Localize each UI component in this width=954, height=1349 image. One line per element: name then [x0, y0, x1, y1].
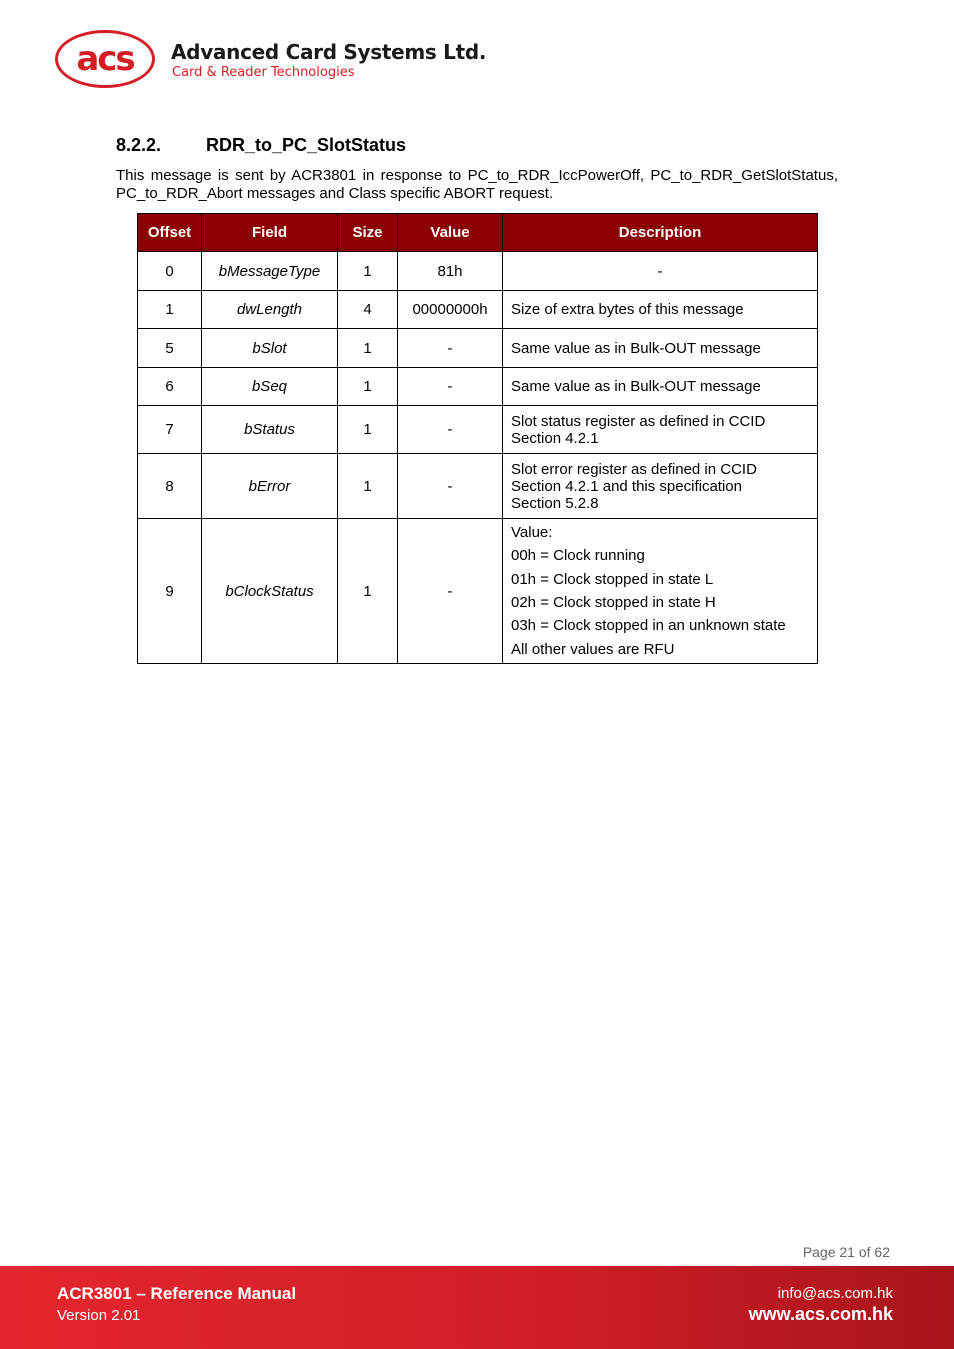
description-cell: [503, 454, 818, 519]
offset-cell: 0: [138, 252, 202, 291]
field-cell: dwLength: [202, 291, 338, 329]
field-cell: bClockStatus: [202, 519, 338, 664]
description-line: 01h = Clock stopped in state L: [511, 570, 714, 588]
table-row: [138, 291, 818, 329]
offset-cell: 1: [138, 291, 202, 329]
description-cell: Same value as in Bulk-OUT message: [503, 368, 818, 406]
footer-email-link[interactable]: info@acs.com.hk: [777, 1285, 893, 1302]
offset-cell: 6: [138, 368, 202, 406]
offset-cell: 7: [138, 406, 202, 454]
value-cell: 81h: [398, 252, 503, 291]
description-line: Slot status register as defined in CCID: [511, 412, 766, 430]
company-tagline: Card & Reader Technologies: [172, 65, 355, 80]
offset-cell: 8: [138, 454, 202, 519]
footer-website-link[interactable]: www.acs.com.hk: [748, 1304, 893, 1324]
description-cell: Size of extra bytes of this message: [503, 291, 818, 329]
page-number: Page 21 of 62: [802, 1244, 890, 1260]
offset-cell: 9: [138, 519, 202, 664]
offset-cell: 5: [138, 329, 202, 368]
value-cell: -: [398, 454, 503, 519]
field-cell: bStatus: [202, 406, 338, 454]
company-name: Advanced Card Systems Ltd.: [171, 40, 487, 64]
field-cell: bSeq: [202, 368, 338, 406]
size-cell: 1: [338, 454, 398, 519]
description-cell: [503, 519, 818, 664]
message-format-table: [137, 213, 818, 664]
company-logo: [55, 30, 487, 94]
column-header-size: Size: [338, 214, 398, 252]
description-line: Slot error register as defined in CCID: [511, 460, 757, 478]
description-line: Section 4.2.1 and this specification: [511, 477, 742, 495]
description-line: Value:: [511, 524, 553, 542]
table-header-row: [138, 214, 818, 252]
section-heading: [116, 135, 406, 156]
section-intro: This message is sent by ACR3801 in response to PC_to_RDR_IccPowerOff, PC_to_RDR_GetSlotStatus, PC_to_RDR_Abort messages and Class specific ABORT request.: [116, 167, 838, 202]
table-row: [138, 368, 818, 406]
field-cell: bSlot: [202, 329, 338, 368]
column-header-value: Value: [398, 214, 503, 252]
logo-mark: acs: [76, 39, 134, 79]
section-number: 8.2.2.: [116, 135, 162, 155]
table-row: [138, 406, 818, 454]
description-line: 02h = Clock stopped in state H: [511, 594, 716, 611]
size-cell: 4: [338, 291, 398, 329]
size-cell: 1: [338, 329, 398, 368]
description-line: 00h = Clock running: [511, 547, 645, 565]
value-cell: -: [398, 329, 503, 368]
footer-version: Version 2.01: [57, 1307, 141, 1324]
size-cell: 1: [338, 252, 398, 291]
description-cell: -: [503, 252, 818, 291]
field-cell: bError: [202, 454, 338, 519]
description-line: Section 4.2.1: [511, 429, 599, 447]
size-cell: 1: [338, 406, 398, 454]
column-header-description: Description: [503, 214, 818, 252]
value-cell: -: [398, 406, 503, 454]
section-title: RDR_to_PC_SlotStatus: [206, 135, 407, 155]
description-cell: Same value as in Bulk-OUT message: [503, 329, 818, 368]
size-cell: 1: [338, 519, 398, 664]
value-cell: 00000000h: [398, 291, 503, 329]
value-cell: -: [398, 368, 503, 406]
size-cell: 1: [338, 368, 398, 406]
column-header-offset: Offset: [138, 214, 202, 252]
value-cell: -: [398, 519, 503, 664]
field-cell: bMessageType: [202, 252, 338, 291]
description-line: All other values are RFU: [511, 640, 675, 658]
table-row: [138, 252, 818, 291]
description-line: 03h = Clock stopped in an unknown state: [511, 617, 786, 635]
column-header-field: Field: [202, 214, 338, 252]
description-line: Section 5.2.8: [511, 494, 599, 512]
table-row: [138, 519, 818, 664]
page-footer: [0, 1266, 954, 1349]
table-row: [138, 329, 818, 368]
table-row: [138, 454, 818, 519]
footer-document-title: ACR3801 – Reference Manual: [57, 1284, 297, 1303]
description-cell: [503, 406, 818, 454]
